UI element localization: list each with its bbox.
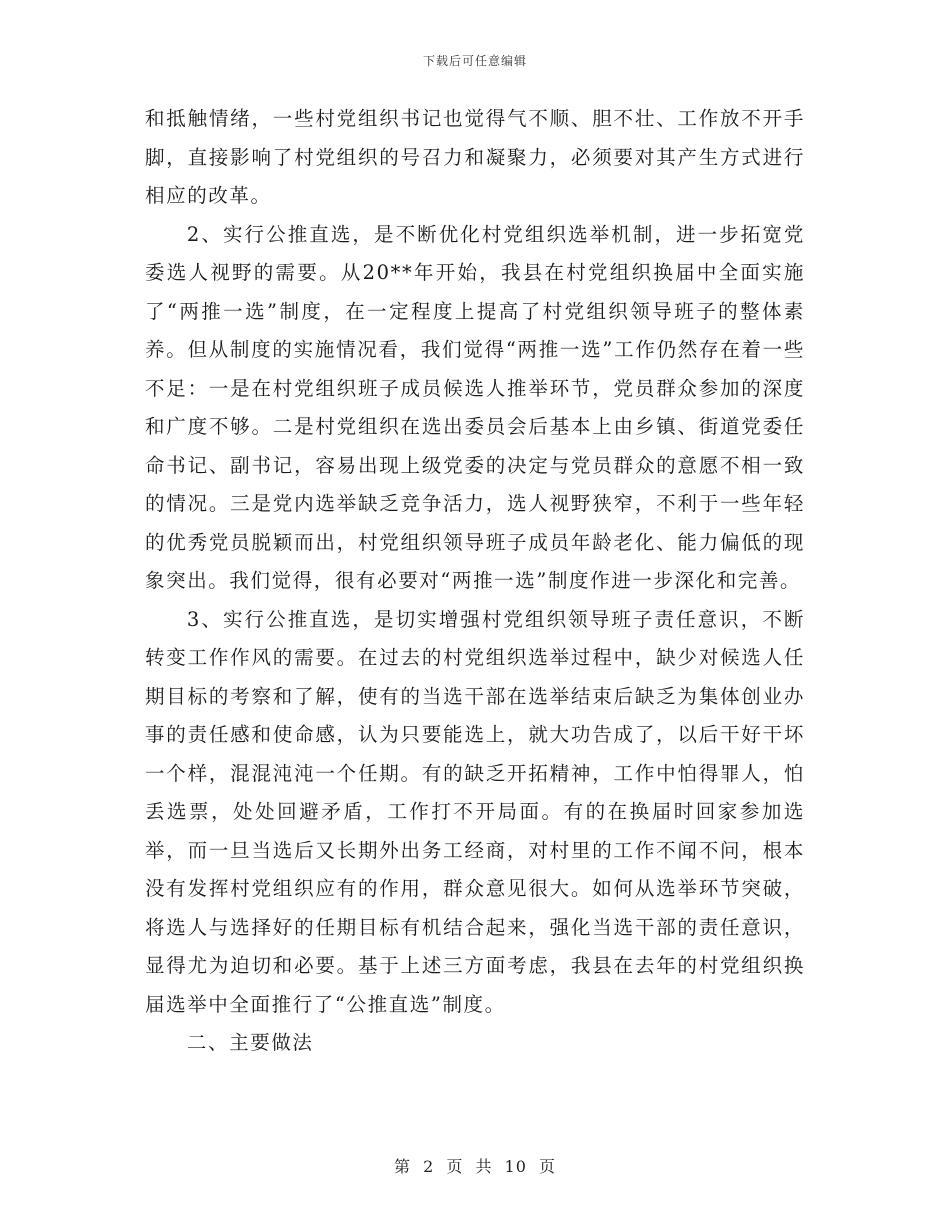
paragraph-point-3: 3、实行公推直选，是切实增强村党组织领导班子责任意识，不断转变工作作风的需要。在过去的村党组织选举过程中，缺少对候选人任期目标的考察和了解，使有的当选干部在选举结束后缺乏为集体创业办事的责任感和使命感，认为只要能选上，就大功告成了，以后干好干坏一个样，混混沌沌一个任期。有的缺乏开拓精神，工作中怕得罪人，怕丢选票，处处回避矛盾，工作打不开局面。有的在换届时回家参加选举，而一旦当选后又长期外出务工经商，对村里的工作不闻不问，根本没有发挥村党组织应有的作用，群众意见很大。如何从选举环节突破，将选人与选择好的任期目标有机结合起来，强化当选干部的责任意识，显得尤为迫切和必要。基于上述三方面考虑，我县在去年的村党组织换届选举中全面推行了“公推直选”制度。 bbox=[145, 607, 805, 1016]
paragraph-continuation: 和抵触情绪，一些村党组织书记也觉得气不顺、胆不壮、工作放不开手脚，直接影响了村党组织的号召力和凝聚力，必须要对其产生方式进行相应的改革。 bbox=[145, 107, 805, 207]
page-header: 下载后可任意编辑 bbox=[422, 54, 527, 68]
paragraph-point-2: 2、实行公推直选，是不断优化村党组织选举机制，进一步拓宽党委选人视野的需要。从20**年开始，我县在村党组织换届中全面实施了“两推一选”制度，在一定程度上提高了村党组织领导班子的整体素养。但从制度的实施情况看，我们觉得“两推一选”工作仍然存在着一些不足：一是在村党组织班子成员候选人推举环节，党员群众参加的深度和广度不够。二是村党组织在选出委员会后基本上由乡镇、街道党委任命书记、副书记，容易出现上级党委的决定与党员群众的意愿不相一致的情况。三是党内选举缺乏竞争活力，选人视野狭窄，不利于一些年轻的优秀党员脱颖而出，村党组织领导班子成员年龄老化、能力偏低的现象突出。我们觉得，很有必要对“两推一选”制度作进一步深化和完善。 bbox=[145, 222, 805, 592]
section-heading: 二、主要做法 bbox=[186, 1031, 314, 1054]
document-body bbox=[145, 100, 805, 1063]
page-number-footer: 第 2 页 共 10 页 bbox=[394, 1157, 556, 1176]
